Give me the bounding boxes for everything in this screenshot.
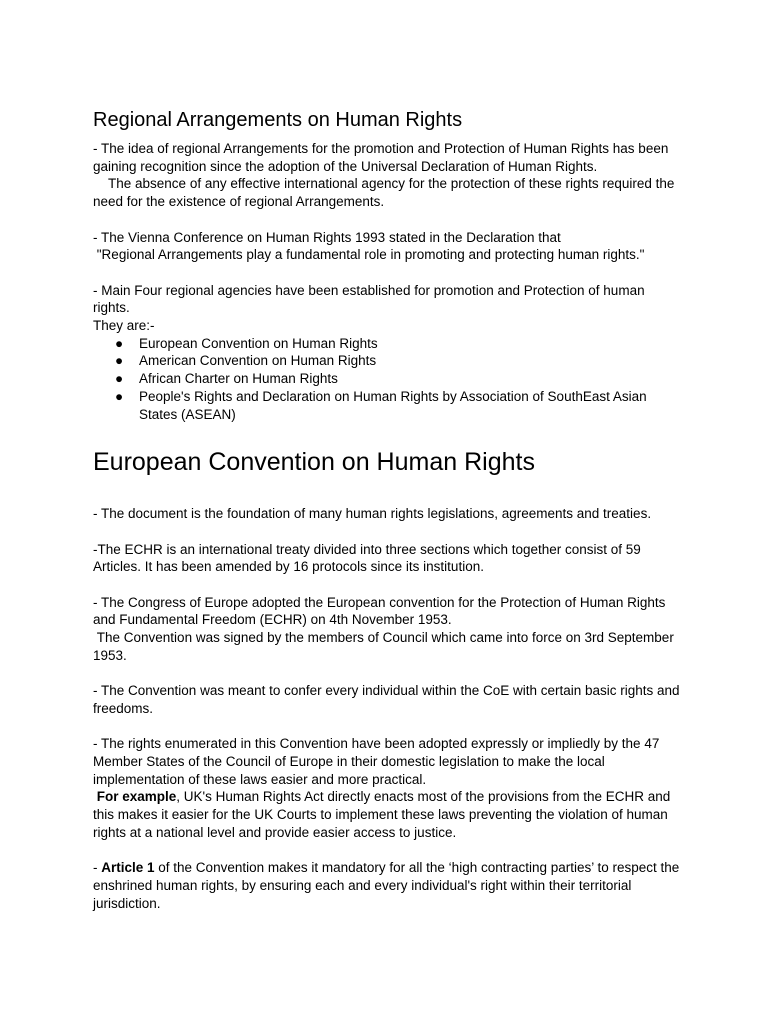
list-item (93, 370, 683, 388)
text-run: of the Convention makes it mandatory for all the ‘high contracting parties’ to respect the enshrined human rights, by ensuring each and every individual's right within their territorial jurisdiction. (93, 860, 684, 911)
bold-text: Article 1 (101, 860, 155, 876)
list-item-text: American Convention on Human Rights (139, 353, 377, 369)
paragraph-article-1 (93, 859, 683, 912)
paragraph: - The document is the foundation of many human rights legislations, agreements and treaties. (93, 506, 652, 522)
paragraph: - The idea of regional Arrangements for the promotion and Protection of Human Rights has been gaining recognition since the adoption of the Universal Declaration of Human Rights. (93, 141, 673, 174)
document-content (93, 108, 683, 912)
list-item-text: African Charter on Human Rights (139, 371, 338, 387)
paragraph: The Convention was signed by the members of Council which came into force on 3rd September 1953. (93, 630, 678, 663)
paragraph: - Main Four regional agencies have been established for promotion and Protection of human rights. (93, 282, 649, 316)
section-heading-european-convention: European Convention on Human Rights (93, 448, 535, 477)
bullet-icon: ● (115, 371, 124, 387)
list-item-text: European Convention on Human Rights (139, 335, 378, 351)
paragraph: - The Convention was meant to confer every individual within the CoE with certain basic rights and freedoms. (93, 683, 684, 716)
paragraph: - The rights enumerated in this Convention have been adopted expressly or impliedly by the 47 Member States of the Council of Europe in their domestic legislation to make the local implementation of these laws easier and more practical. (93, 736, 664, 787)
paragraph-example (93, 788, 683, 841)
paragraph: The absence of any effective international agency for the protection of these rights required the need for the existence of regional Arrangements. (93, 176, 679, 210)
list-item (93, 335, 683, 353)
paragraph: They are:- (93, 318, 155, 333)
paragraph: -The ECHR is an international treaty divided into three sections which together consist of 59 Articles. It has been amended by 16 protocols since its institution. (93, 541, 644, 575)
bullet-icon: ● (115, 353, 124, 369)
bullet-icon: ● (115, 335, 124, 351)
list-item (93, 352, 683, 370)
paragraph: - The Vienna Conference on Human Rights 1993 stated in the Declaration that (93, 229, 561, 245)
paragraph: - The Congress of Europe adopted the European convention for the Protection of Human Rights and Fundamental Freedom (ECHR) on 4th November 1953. (93, 594, 670, 628)
regional-agencies-list (93, 335, 683, 424)
text-run: - (93, 860, 102, 876)
text-run: , UK's Human Rights Act directly enacts most of the provisions from the ECHR and this makes it easier for the UK Courts to implement these laws preventing the violation of human rights at a national level and provide easier access to justice. (93, 789, 675, 840)
quote-paragraph: "Regional Arrangements play a fundamental role in promoting and protecting human rights." (93, 247, 645, 263)
section-heading-regional-arrangements: Regional Arrangements on Human Rights (93, 109, 463, 131)
list-item-text: People's Rights and Declaration on Human Rights by Association of SouthEast Asian States (ASEAN) (139, 388, 647, 422)
bold-text: For example (96, 789, 177, 805)
bullet-icon: ● (115, 388, 124, 404)
list-item (93, 388, 683, 423)
